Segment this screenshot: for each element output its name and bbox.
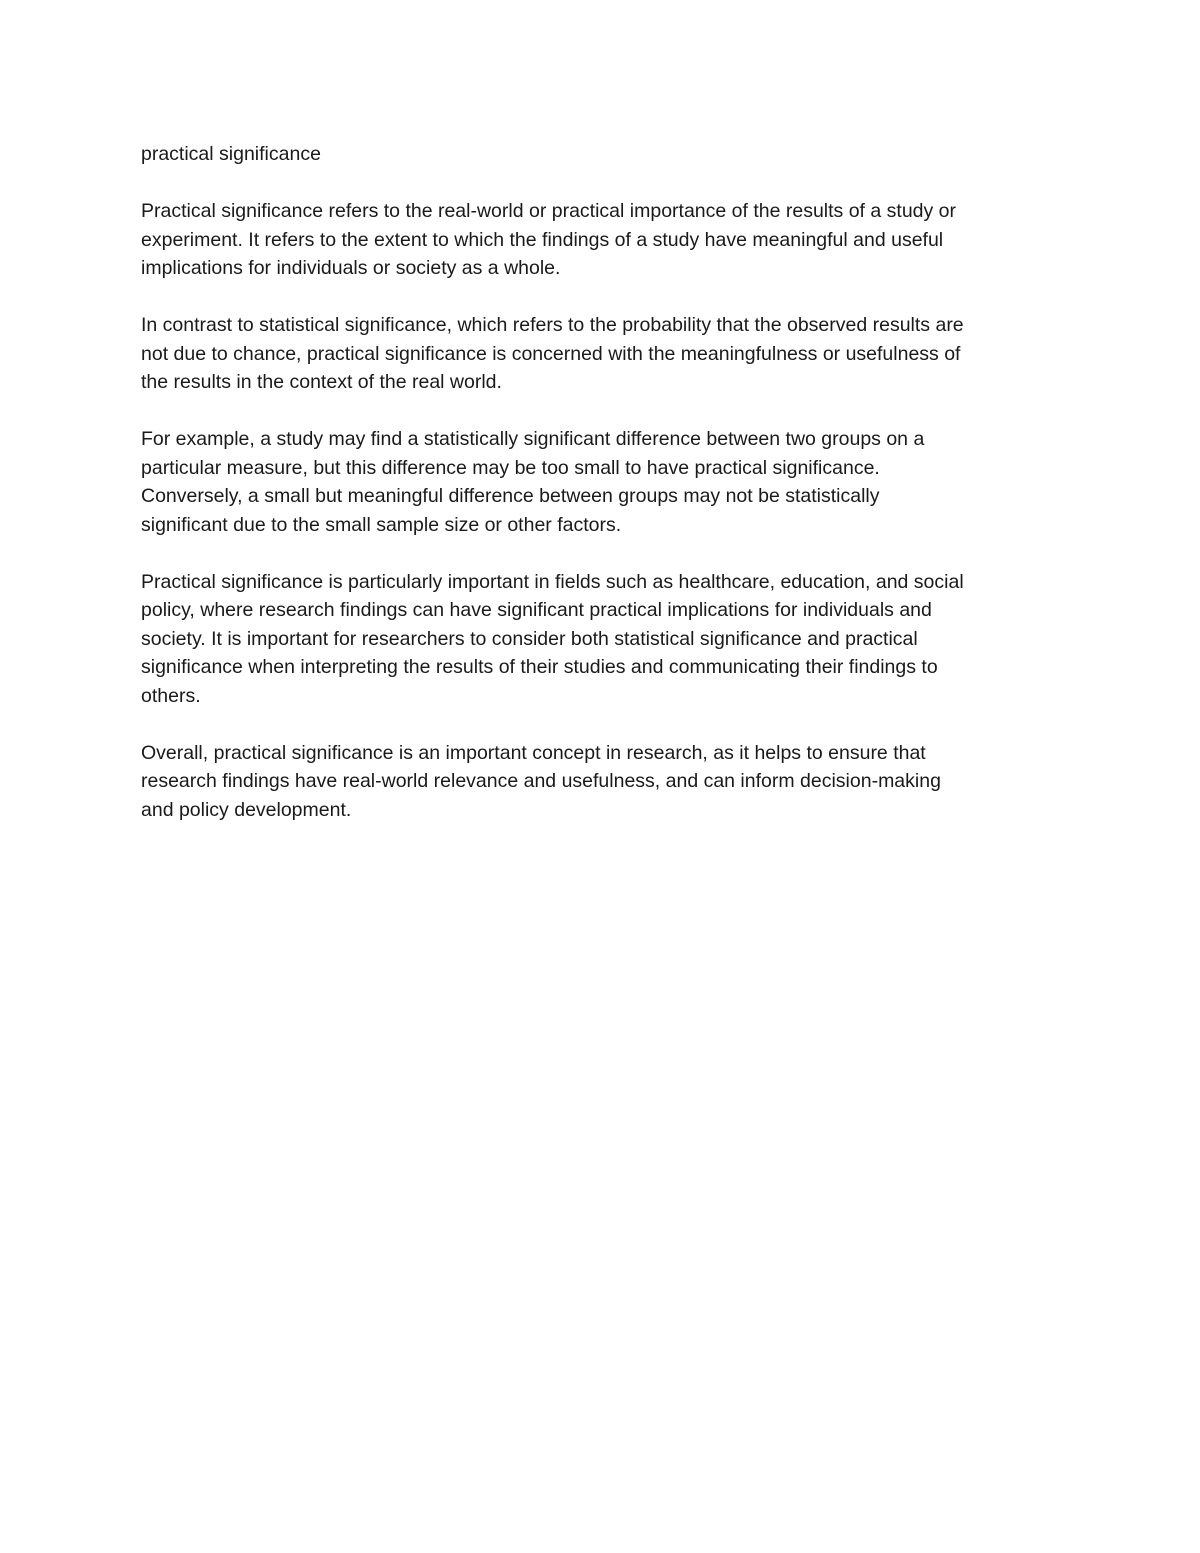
document-body — [141, 140, 1061, 853]
text-line: policy, where research findings can have significant practical implications for individuals and — [141, 599, 932, 621]
text-line: research findings have real-world relevance and usefulness, and can inform decision-making — [141, 770, 941, 792]
paragraph-conclusion — [141, 739, 1061, 825]
text-line: others. — [141, 684, 201, 707]
text-line: In contrast to statistical significance, which refers to the probability that the observed results are — [141, 314, 964, 336]
text-line: particular measure, but this difference may be too small to have practical significance. — [141, 456, 880, 479]
document-title: practical significance — [141, 143, 321, 165]
text-line: For example, a study may find a statistically significant difference between two groups on a — [141, 428, 925, 450]
text-line: society. It is important for researchers to consider both statistical significance and practical — [141, 627, 918, 650]
text-line: significance when interpreting the results of their studies and communicating their findings to — [141, 656, 938, 678]
paragraph-importance — [141, 568, 1061, 711]
paragraph-example — [141, 425, 1061, 539]
paragraph-definition — [141, 197, 1061, 283]
text-line: Overall, practical significance is an important concept in research, as it helps to ensure that — [141, 741, 926, 764]
text-line: Practical significance is particularly important in fields such as healthcare, education, and social — [141, 570, 964, 593]
text-line: and policy development. — [141, 798, 352, 821]
text-line: Conversely, a small but meaningful difference between groups may not be statistically — [141, 485, 880, 507]
text-line: implications for individuals or society as a whole. — [141, 257, 561, 279]
text-line: the results in the context of the real world. — [141, 371, 502, 393]
text-line: significant due to the small sample size or other factors. — [141, 513, 622, 536]
text-line: not due to chance, practical significance is concerned with the meaningfulness or usefulness of — [141, 342, 961, 365]
text-line: experiment. It refers to the extent to which the findings of a study have meaningful and useful — [141, 228, 944, 251]
text-line: Practical significance refers to the real-world or practical importance of the results of a study or — [141, 200, 957, 222]
paragraph-contrast — [141, 311, 1061, 397]
